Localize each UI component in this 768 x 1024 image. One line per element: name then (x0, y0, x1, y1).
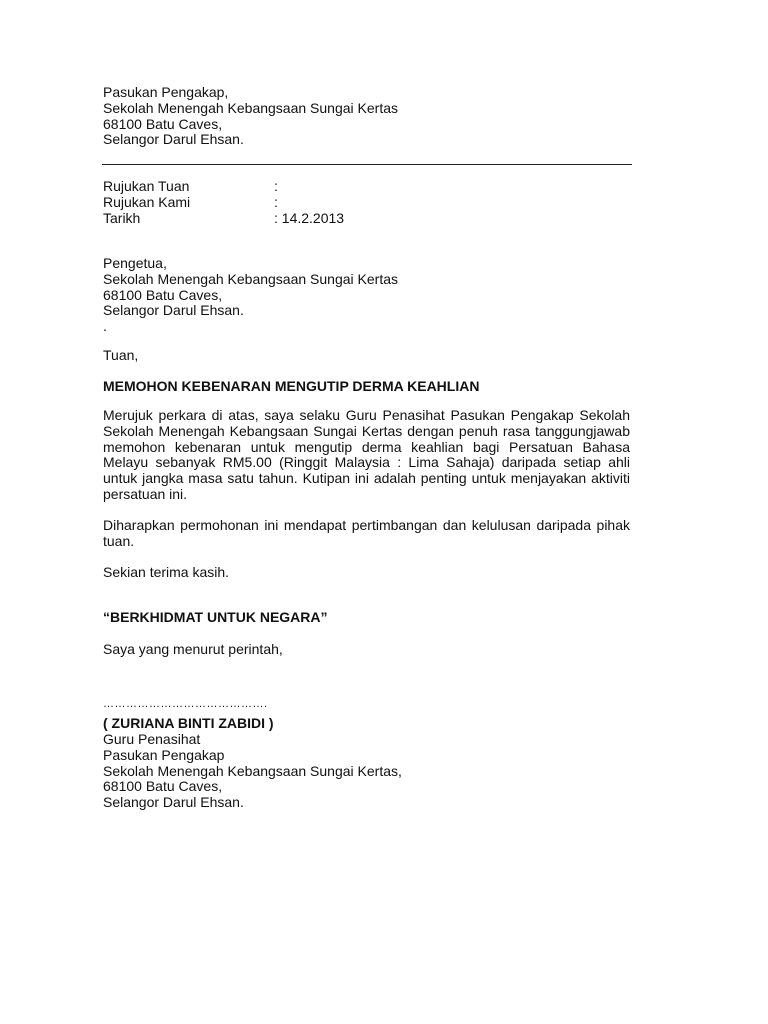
reference-block (103, 179, 344, 226)
body-paragraph (103, 518, 630, 550)
motto: “BERKHIDMAT UNTUK NEGARA” (103, 609, 328, 625)
subject-heading: MEMOHON KEBENARAN MENGUTIP DERMA KEAHLIAN (103, 378, 480, 394)
reference-value: : (274, 193, 278, 210)
reference-value: : 14.2.2013 (274, 209, 345, 226)
signatory-name: ( ZURIANA BINTI ZABIDI ) (103, 715, 274, 731)
reference-row (103, 195, 344, 211)
body-paragraph (103, 408, 630, 503)
address-line: 68100 Batu Caves, (103, 115, 223, 132)
closing: Saya yang menurut perintah, (103, 641, 283, 657)
signatory-line: 68100 Batu Caves, (103, 778, 223, 795)
signatory-details (103, 732, 402, 811)
address-line: 68100 Batu Caves, (103, 286, 223, 303)
thanks-line: Sekian terima kasih. (103, 564, 230, 580)
signatory-line: Guru Penasihat (103, 731, 201, 747)
signatory-line: Pasukan Pengakap (103, 746, 225, 763)
address-line: Pengetua, (103, 255, 167, 271)
address-line: Selangor Darul Ehsan. (103, 131, 244, 148)
reference-row (103, 179, 344, 195)
reference-row (103, 211, 344, 227)
reference-label: Tarikh (103, 209, 141, 226)
reference-label: Rujukan Kami (103, 193, 191, 210)
signatory-line: Sekolah Menengah Kebangsaan Sungai Kertas, (103, 762, 402, 779)
header-divider (102, 164, 632, 165)
address-line: Sekolah Menengah Kebangsaan Sungai Kertas (103, 99, 398, 116)
paragraph-text: Merujuk perkara di atas, saya selaku Guru Penasihat Pasukan Pengakap Sekolah Sekolah Menengah Kebangsaan Sungai Kertas dengan penuh rasa tanggungjawab memohon kebenaran untuk mengutip derma keahlian bagi Persatuan Bahasa Melayu sebanyak RM5.00 (Ringgit Malaysia : Lima Sahaja) daripada setiap ahli untuk jangka masa satu tahun. Kutipan ini adalah penting untuk menjayakan aktiviti persatuan ini. (103, 407, 630, 502)
address-line: . (103, 318, 107, 335)
address-line: Pasukan Pengakap, (103, 84, 229, 100)
address-line: Sekolah Menengah Kebangsaan Sungai Kertas (103, 270, 398, 287)
paragraph-text: Diharapkan permohonan ini mendapat pertimbangan dan kelulusan daripada pihak tuan. (103, 517, 630, 549)
sender-address (103, 85, 398, 148)
reference-value: : (274, 178, 278, 194)
signatory-line: Selangor Darul Ehsan. (103, 794, 244, 811)
signature-line: ……………………………………. (103, 698, 268, 710)
salutation: Tuan, (103, 347, 139, 363)
address-line: Selangor Darul Ehsan. (103, 302, 244, 319)
recipient-address (103, 256, 398, 335)
reference-label: Rujukan Tuan (103, 178, 190, 194)
